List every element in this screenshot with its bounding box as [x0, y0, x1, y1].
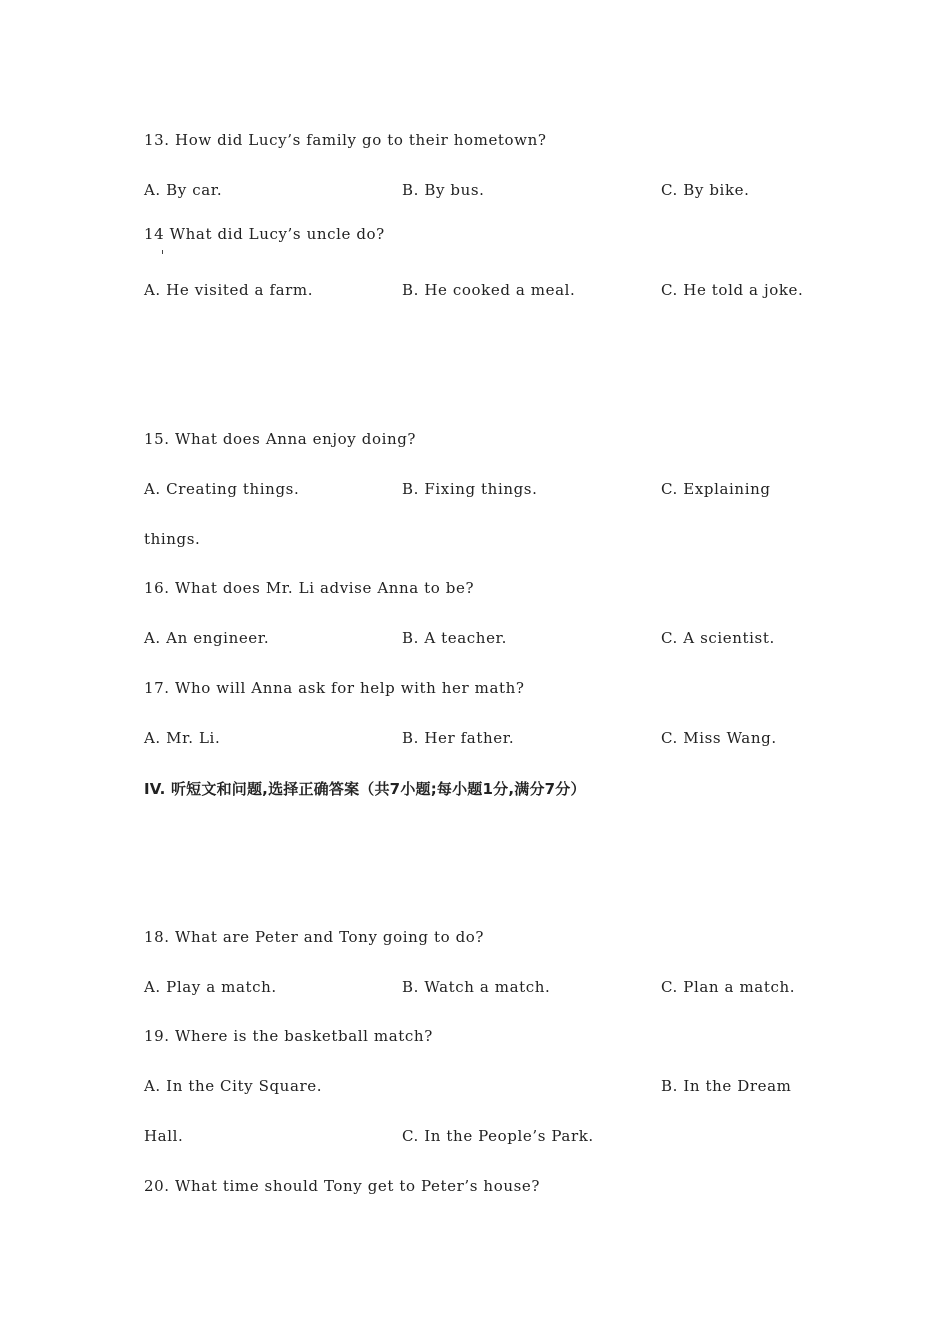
- q20-question: 20. What time should Tony get to Peter’s house?: [144, 1177, 540, 1195]
- q13-option-a: A. By car.: [144, 181, 223, 199]
- q18-option-b: B. Watch a match.: [402, 978, 551, 996]
- section-iv-heading: IV. 听短文和问题,选择正确答案（共7小题;每小题1分,满分7分）: [144, 780, 586, 798]
- q17-option-a: A. Mr. Li.: [144, 729, 221, 747]
- q19-option-a: A. In the City Square.: [144, 1077, 323, 1095]
- q15-question: 15. What does Anna enjoy doing?: [144, 430, 417, 448]
- q19-option-c: C. In the People’s Park.: [402, 1127, 594, 1145]
- q15-option-b: B. Fixing things.: [402, 480, 538, 498]
- q17-option-c: C. Miss Wang.: [661, 729, 777, 747]
- stray-mark: [162, 250, 163, 254]
- q17-option-b: B. Her father.: [402, 729, 515, 747]
- q16-option-b: B. A teacher.: [402, 629, 508, 647]
- q18-question: 18. What are Peter and Tony going to do?: [144, 928, 485, 946]
- q18-option-a: A. Play a match.: [144, 978, 277, 996]
- q17-question: 17. Who will Anna ask for help with her math?: [144, 679, 525, 697]
- q16-question: 16. What does Mr. Li advise Anna to be?: [144, 579, 475, 597]
- q16-option-c: C. A scientist.: [661, 629, 775, 647]
- q13-question: 13. How did Lucy’s family go to their hometown?: [144, 131, 547, 149]
- q19-option-b: B. In the Dream: [661, 1077, 792, 1095]
- q14-question: 14 What did Lucy’s uncle do?: [144, 225, 385, 243]
- q16-option-a: A. An engineer.: [144, 629, 270, 647]
- q19-option-b-continued: Hall.: [144, 1127, 184, 1145]
- q13-option-c: C. By bike.: [661, 181, 750, 199]
- q15-option-c: C. Explaining: [661, 480, 771, 498]
- q13-option-b: B. By bus.: [402, 181, 485, 199]
- q14-option-c: C. He told a joke.: [661, 281, 804, 299]
- q18-option-c: C. Plan a match.: [661, 978, 796, 996]
- q19-question: 19. Where is the basketball match?: [144, 1027, 433, 1045]
- q15-option-c-continued: things.: [144, 530, 201, 548]
- q14-option-b: B. He cooked a meal.: [402, 281, 576, 299]
- q14-option-a: A. He visited a farm.: [144, 281, 314, 299]
- q15-option-a: A. Creating things.: [144, 480, 300, 498]
